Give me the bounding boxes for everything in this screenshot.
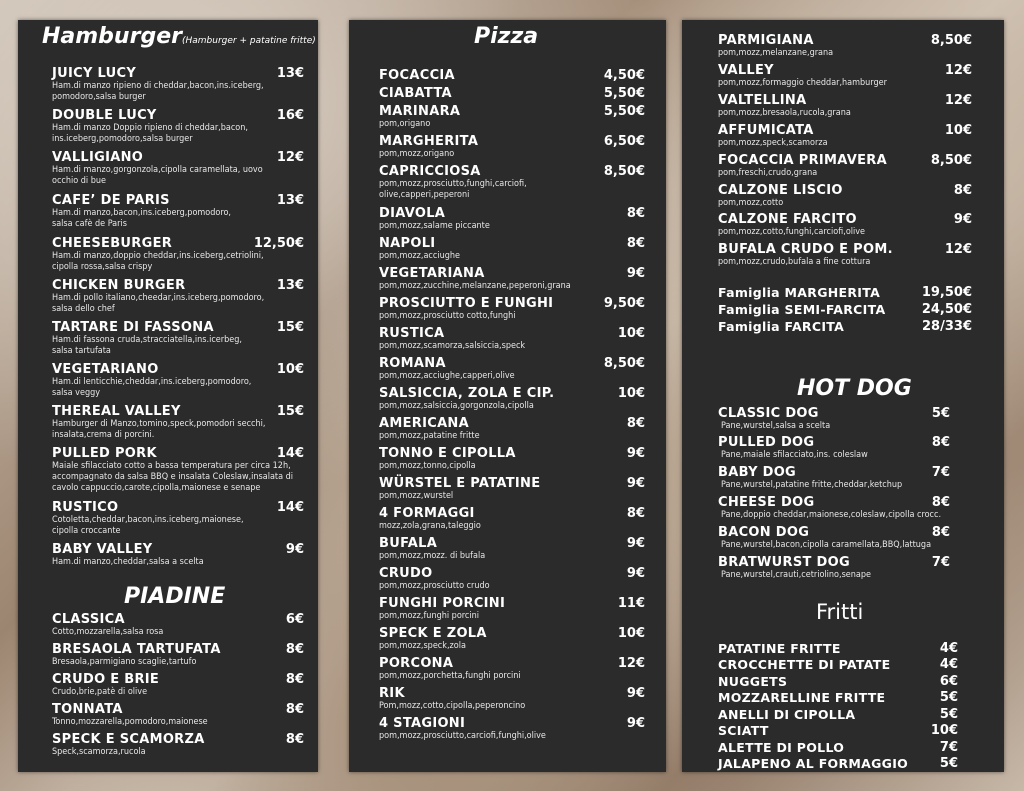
piadine-item-price: 8€ [285,642,304,657]
pizza-continued-item-name: VALTELLINA [718,93,807,108]
hotdog-item-name: BABY DOG [718,465,797,480]
hotdog-item-desc: Pane,doppio cheddar,maionese,coleslaw,cipolla crocc. [721,510,942,520]
pizza-continued-item [718,242,972,268]
pizza-item-name: CRUDO [379,566,433,581]
hamburger-subtitle: (Hamburger + patatine fritte) [181,36,316,46]
hamburger-item-price: 12,50€ [253,236,304,251]
pizza-item [379,626,645,652]
hotdog-item [718,525,950,551]
hamburger-item-price: 13€ [276,66,304,81]
pizza-item-price: 12€ [617,656,645,671]
hamburger-item-desc: Ham.di manzo,gorgonzola,cipolla caramellata, uovo occhio di bue [52,165,263,186]
pizza-item-name: SALSICCIA, ZOLA E CIP. [379,386,555,401]
pizza-continued-item-price: 9€ [953,212,972,227]
hamburger-item-desc: Hamburger di Manzo,tomino,speck,pomodori secchi, insalata,crema di porcini. [52,419,266,440]
fritti-item-name: MOZZARELLINE FRITTE [718,690,886,705]
pizza-item-desc: pom,mozz,salame piccante [379,221,490,231]
pizza-continued-item [718,93,972,119]
fritti-item [718,756,958,771]
piadine-item-desc: Cotto,mozzarella,salsa rosa [52,627,164,637]
pizza-item-desc: pom,mozz,speck,zola [379,641,466,651]
piadine-item-name: CRUDO E BRIE [52,672,160,687]
piadine-item-desc: Tonno,mozzarella,pomodoro,maionese [52,717,208,727]
hamburger-item-price: 14€ [276,500,304,515]
hamburger-item-name: TARTARE DI FASSONA [52,320,214,335]
famiglia-item-price: 24,50€ [921,302,972,317]
fritti-title: Fritti [816,600,864,624]
hamburger-item [52,446,304,494]
piadine-item [52,732,304,758]
piadine-title: PIADINE [124,584,226,609]
pizza-item [379,356,645,382]
hamburger-item-desc: Ham.di manzo ripieno di cheddar,bacon,ins.iceberg, pomodoro,salsa burger [52,81,264,102]
fritti-item [718,690,958,705]
hamburger-item [52,542,304,568]
pizza-item-name: 4 FORMAGGI [379,506,475,521]
pizza-item-desc: pom,mozz,scamorza,salsiccia,speck [379,341,526,351]
pizza-item [379,536,645,562]
hotdog-item-desc: Pane,wurstel,patatine fritte,cheddar,ketchup [721,480,903,490]
hamburger-item-price: 10€ [276,362,304,377]
famiglia-item-name: Famiglia SEMI-FARCITA [718,302,886,317]
pizza-item [379,86,645,101]
pizza-item-desc: mozz,zola,grana,taleggio [379,521,481,531]
fritti-item-name: PATATINE FRITTE [718,641,841,656]
piadine-item-price: 8€ [285,732,304,747]
pizza-item-desc: pom,mozz,prosciutto cotto,funghi [379,311,516,321]
pizza-item-desc: pom,mozz,mozz. di bufala [379,551,486,561]
piadine-item [52,702,304,728]
pizza-continued-item [718,123,972,149]
hamburger-item-price: 15€ [276,404,304,419]
hotdog-item-price: 7€ [931,465,950,480]
pizza-item-desc: Pom,mozz,cotto,cipolla,peperoncino [379,701,526,711]
hotdog-item-name: BRATWURST DOG [718,555,850,570]
pizza-item-price: 9€ [626,266,645,281]
fritti-item-name: ALETTE DI POLLO [718,740,845,755]
fritti-item [718,674,958,689]
pizza-item-name: DIAVOLA [379,206,446,221]
pizza-item-price: 9€ [626,566,645,581]
pizza-continued-item-desc: pom,mozz,cotto,funghi,carciofi,olive [718,227,866,237]
pizza-item-desc: pom,mozz,wurstel [379,491,454,501]
pizza-item [379,206,645,232]
hamburger-item-name: DOUBLE LUCY [52,108,157,123]
hotdog-item-desc: Pane,wurstel,salsa a scelta [721,421,831,431]
famiglia-item [718,285,972,300]
pizza-continued-item-name: CALZONE FARCITO [718,212,857,227]
pizza-item [379,596,645,622]
pizza-item [379,68,645,83]
pizza-item-price: 8,50€ [603,356,645,371]
pizza-continued-item-desc: pom,mozz,crudo,bufala a fine cottura [718,257,871,267]
pizza-continued-item [718,212,972,238]
fritti-item-name: CROCCHETTE DI PATATE [718,657,891,672]
pizza-continued-item-name: AFFUMICATA [718,123,814,138]
hamburger-item-desc: Ham.di manzo Doppio ripieno di cheddar,bacon, ins.iceberg,pomodoro,salsa burger [52,123,248,144]
hamburger-item-name: CAFE’ DE PARIS [52,193,170,208]
piadine-item-desc: Crudo,brie,patè di olive [52,687,148,697]
hamburger-item-price: 14€ [276,446,304,461]
fritti-item-price: 7€ [939,740,958,755]
pizza-item-name: CIABATTA [379,86,452,101]
pizza-continued-item-desc: pom,freschi,crudo,grana [718,168,818,178]
pizza-item-price: 4,50€ [603,68,645,83]
pizza-item [379,476,645,502]
hamburger-item-name: JUICY LUCY [52,66,137,81]
hamburger-item [52,404,304,441]
fritti-item-name: NUGGETS [718,674,788,689]
hamburger-panel [18,20,318,772]
pizza-item-name: 4 STAGIONI [379,716,466,731]
piadine-item-name: SPECK E SCAMORZA [52,732,205,747]
pizza-item [379,164,645,201]
pizza-continued-item-price: 10€ [944,123,972,138]
pizza-item-name: AMERICANA [379,416,469,431]
pizza-continued-item-desc: pom,mozz,formaggio cheddar,hamburger [718,78,887,88]
piadine-item-name: CLASSICA [52,612,125,627]
pizza-item-name: ROMANA [379,356,446,371]
piadine-item-name: TONNATA [52,702,123,717]
pizza-item [379,326,645,352]
pizza-item-desc: pom,origano [379,119,431,129]
pizza-item-price: 10€ [617,386,645,401]
pizza-continued-item-price: 12€ [944,93,972,108]
pizza-continued-item-name: CALZONE LISCIO [718,183,843,198]
pizza-continued-item-desc: pom,mozz,speck,scamorza [718,138,828,148]
hamburger-item-name: CHICKEN BURGER [52,278,186,293]
piadine-item [52,642,304,668]
hamburger-item [52,66,304,103]
pizza-continued-item-desc: pom,mozz,cotto [718,198,784,208]
pizza-item-price: 8€ [626,416,645,431]
hotdog-title: HOT DOG [797,376,912,401]
pizza-item [379,104,645,130]
hotdog-item-price: 8€ [931,495,950,510]
pizza-item [379,686,645,712]
pizza-item-price: 6,50€ [603,134,645,149]
pizza-item-name: MARINARA [379,104,461,119]
pizza-item [379,296,645,322]
pizza-item-name: VEGETARIANA [379,266,485,281]
hamburger-item-price: 13€ [276,278,304,293]
hotdog-item-desc: Pane,wurstel,crauti,cetriolino,senape [721,570,871,580]
hotdog-item [718,406,950,432]
famiglia-item-price: 28/33€ [922,319,972,334]
pizza-item-desc: pom,mozz,prosciutto crudo [379,581,490,591]
hamburger-item-price: 13€ [276,193,304,208]
hamburger-item-name: BABY VALLEY [52,542,153,557]
pizza-item-desc: pom,mozz,zucchine,melanzane,peperoni,grana [379,281,571,291]
hamburger-title [42,24,316,49]
pizza-continued-item [718,183,972,209]
hamburger-item [52,500,304,537]
pizza-continued-item-desc: pom,mozz,bresaola,rucola,grana [718,108,851,118]
pizza-item-name: CAPRICCIOSA [379,164,481,179]
pizza-item-price: 10€ [617,326,645,341]
pizza-item-desc: pom,mozz,porchetta,funghi porcini [379,671,521,681]
pizza-item-price: 10€ [617,626,645,641]
hamburger-item-desc: Maiale sfilacciato cotto a bassa temperatura per circa 12h, accompagnato da salsa BBQ e insalata Coleslaw,insalata di cavolo cappuccio,carote,cipolla,maionese e senape [52,461,294,493]
pizza-continued-item-name: FOCACCIA PRIMAVERA [718,153,887,168]
pizza-item-name: RIK [379,686,405,701]
piadine-item-price: 6€ [285,612,304,627]
hamburger-item-name: PULLED PORK [52,446,157,461]
famiglia-item-name: Famiglia FARCITA [718,319,845,334]
fritti-item [718,723,958,738]
pizza-item [379,656,645,682]
pizza-continued-item-price: 8,50€ [930,153,972,168]
fritti-item-price: 5€ [939,690,958,705]
pizza-continued-item [718,153,972,179]
piadine-item [52,672,304,698]
pizza-item-name: FUNGHI PORCINI [379,596,506,611]
pizza-title: Pizza [474,24,539,49]
hamburger-item-price: 9€ [285,542,304,557]
fritti-item [718,740,958,755]
hamburger-item [52,108,304,145]
piadine-item-price: 8€ [285,702,304,717]
hamburger-item-desc: Ham.di manzo,bacon,ins.iceberg,pomodoro, salsa cafè de Paris [52,208,231,229]
piadine-item [52,612,304,638]
hamburger-item [52,236,304,273]
pizza-continued-item [718,33,972,59]
pizza-item-desc: pom,mozz,acciughe,capperi,olive [379,371,515,381]
pizza-item [379,446,645,472]
pizza-item-name: WÜRSTEL E PATATINE [379,476,541,491]
pizza-item [379,386,645,412]
pizza-item-price: 9€ [626,536,645,551]
hamburger-item-desc: Ham.di manzo,doppio cheddar,ins.iceberg,cetriolini, cipolla rossa,salsa crispy [52,251,264,272]
pizza-item [379,566,645,592]
pizza-item-desc: pom,mozz,patatine fritte [379,431,480,441]
pizza-item-desc: pom,mozz,prosciutto,carciofi,funghi,olive [379,731,546,741]
pizza-item-name: PROSCIUTTO E FUNGHI [379,296,554,311]
pizza-item-price: 9€ [626,446,645,461]
hotdog-item [718,465,950,491]
pizza-panel [349,20,666,772]
hotdog-item-name: BACON DOG [718,525,810,540]
pizza-continued-item-price: 8,50€ [930,33,972,48]
pizza-item-name: NAPOLI [379,236,436,251]
pizza-item [379,416,645,442]
fritti-item-name: ANELLI DI CIPOLLA [718,707,856,722]
pizza-item-name: MARGHERITA [379,134,479,149]
pizza-item-name: FOCACCIA [379,68,455,83]
hamburger-item [52,150,304,187]
hamburger-item-price: 15€ [276,320,304,335]
pizza-item-price: 9€ [626,716,645,731]
fritti-item [718,707,958,722]
fritti-item-price: 10€ [930,723,958,738]
pizza-item-price: 9,50€ [603,296,645,311]
piadine-item-price: 8€ [285,672,304,687]
hamburger-item-desc: Ham.di manzo,cheddar,salsa a scelta [52,557,204,567]
hamburger-item-desc: Ham.di lenticchie,cheddar,ins.iceberg,pomodoro, salsa veggy [52,377,252,398]
fritti-item-price: 5€ [939,707,958,722]
hotdog-item [718,435,950,461]
pizza-item [379,506,645,532]
hotdog-item-price: 5€ [931,406,950,421]
pizza-continued-item-price: 8€ [953,183,972,198]
pizza-continued-item [718,63,972,89]
hamburger-item-desc: Cotoletta,cheddar,bacon,ins.iceberg,maionese, cipolla croccante [52,515,244,536]
pizza-item-price: 8€ [626,206,645,221]
fritti-item [718,641,958,656]
hamburger-item-desc: Ham.di pollo italiano,cheedar,ins.iceberg,pomodoro, salsa dello chef [52,293,265,314]
hotdog-item-price: 8€ [931,525,950,540]
pizza-item-price: 11€ [617,596,645,611]
hamburger-item-name: THEREAL VALLEY [52,404,181,419]
pizza-continued-item-price: 12€ [944,63,972,78]
fritti-item-price: 5€ [939,756,958,771]
pizza-continued-item-name: VALLEY [718,63,774,78]
hotdog-item-desc: Pane,maiale sfilacciato,ins. coleslaw [721,450,868,460]
pizza-continued-item-price: 12€ [944,242,972,257]
hotdog-item [718,555,950,581]
pizza-item-name: SPECK E ZOLA [379,626,487,641]
fritti-item-name: JALAPENO AL FORMAGGIO [718,756,909,771]
hamburger-item-price: 16€ [276,108,304,123]
hamburger-item-name: CHEESEBURGER [52,236,173,251]
fritti-item-name: SCIATT [718,723,769,738]
hotdog-item-price: 8€ [931,435,950,450]
famiglia-item-name: Famiglia MARGHERITA [718,285,881,300]
hamburger-item-name: RUSTICO [52,500,119,515]
pizza-item [379,236,645,262]
piadine-item-desc: Bresaola,parmigiano scaglie,tartufo [52,657,197,667]
hamburger-item [52,193,304,230]
hamburger-item [52,362,304,399]
pizza-item-desc: pom,mozz,tonno,cipolla [379,461,476,471]
hamburger-title-text: Hamburger [42,24,182,49]
famiglia-item [718,302,972,317]
famiglia-item-price: 19,50€ [921,285,972,300]
hamburger-item-name: VEGETARIANO [52,362,159,377]
pizza-item-desc: pom,mozz,salsiccia,gorgonzola,cipolla [379,401,534,411]
hotdog-item [718,495,950,521]
hotdog-item-name: CLASSIC DOG [718,406,819,421]
piadine-item-desc: Speck,scamorza,rucola [52,747,146,757]
pizza-item-price: 9€ [626,686,645,701]
pizza-item-desc: pom,mozz,funghi porcini [379,611,479,621]
hotdog-item-name: PULLED DOG [718,435,815,450]
pizza-item-price: 5,50€ [603,104,645,119]
pizza-item-name: PORCONA [379,656,454,671]
pizza-item [379,134,645,160]
hamburger-item [52,320,304,357]
pizza-item [379,716,645,742]
pizza-item-name: RUSTICA [379,326,445,341]
pizza-item-desc: pom,mozz,origano [379,149,455,159]
piadine-item-name: BRESAOLA TARTUFATA [52,642,221,657]
pizza-item-price: 5,50€ [603,86,645,101]
fritti-item-price: 4€ [939,657,958,672]
fritti-item-price: 6€ [939,674,958,689]
pizza-continued-panel [682,20,1004,772]
hamburger-item-name: VALLIGIANO [52,150,144,165]
hotdog-item-price: 7€ [931,555,950,570]
fritti-item-price: 4€ [939,641,958,656]
hamburger-item-price: 12€ [276,150,304,165]
pizza-item [379,266,645,292]
pizza-continued-item-name: PARMIGIANA [718,33,814,48]
pizza-continued-item-desc: pom,mozz,melanzane,grana [718,48,834,58]
hamburger-item [52,278,304,315]
hamburger-item-desc: Ham.di fassona cruda,stracciatella,ins.icerbeg, salsa tartufata [52,335,242,356]
pizza-item-price: 8,50€ [603,164,645,179]
hotdog-item-desc: Pane,wurstel,bacon,cipolla caramellata,BBQ,lattuga [721,540,932,550]
famiglia-item [718,319,972,334]
pizza-item-price: 8€ [626,506,645,521]
pizza-item-name: BUFALA [379,536,438,551]
pizza-item-name: TONNO E CIPOLLA [379,446,516,461]
pizza-item-price: 9€ [626,476,645,491]
pizza-continued-item-name: BUFALA CRUDO E POM. [718,242,893,257]
fritti-item [718,657,958,672]
hotdog-item-name: CHEESE DOG [718,495,815,510]
pizza-item-desc: pom,mozz,acciughe [379,251,460,261]
pizza-item-price: 8€ [626,236,645,251]
pizza-item-desc: pom,mozz,prosciutto,funghi,carciofi, olive,capperi,peperoni [379,179,527,200]
